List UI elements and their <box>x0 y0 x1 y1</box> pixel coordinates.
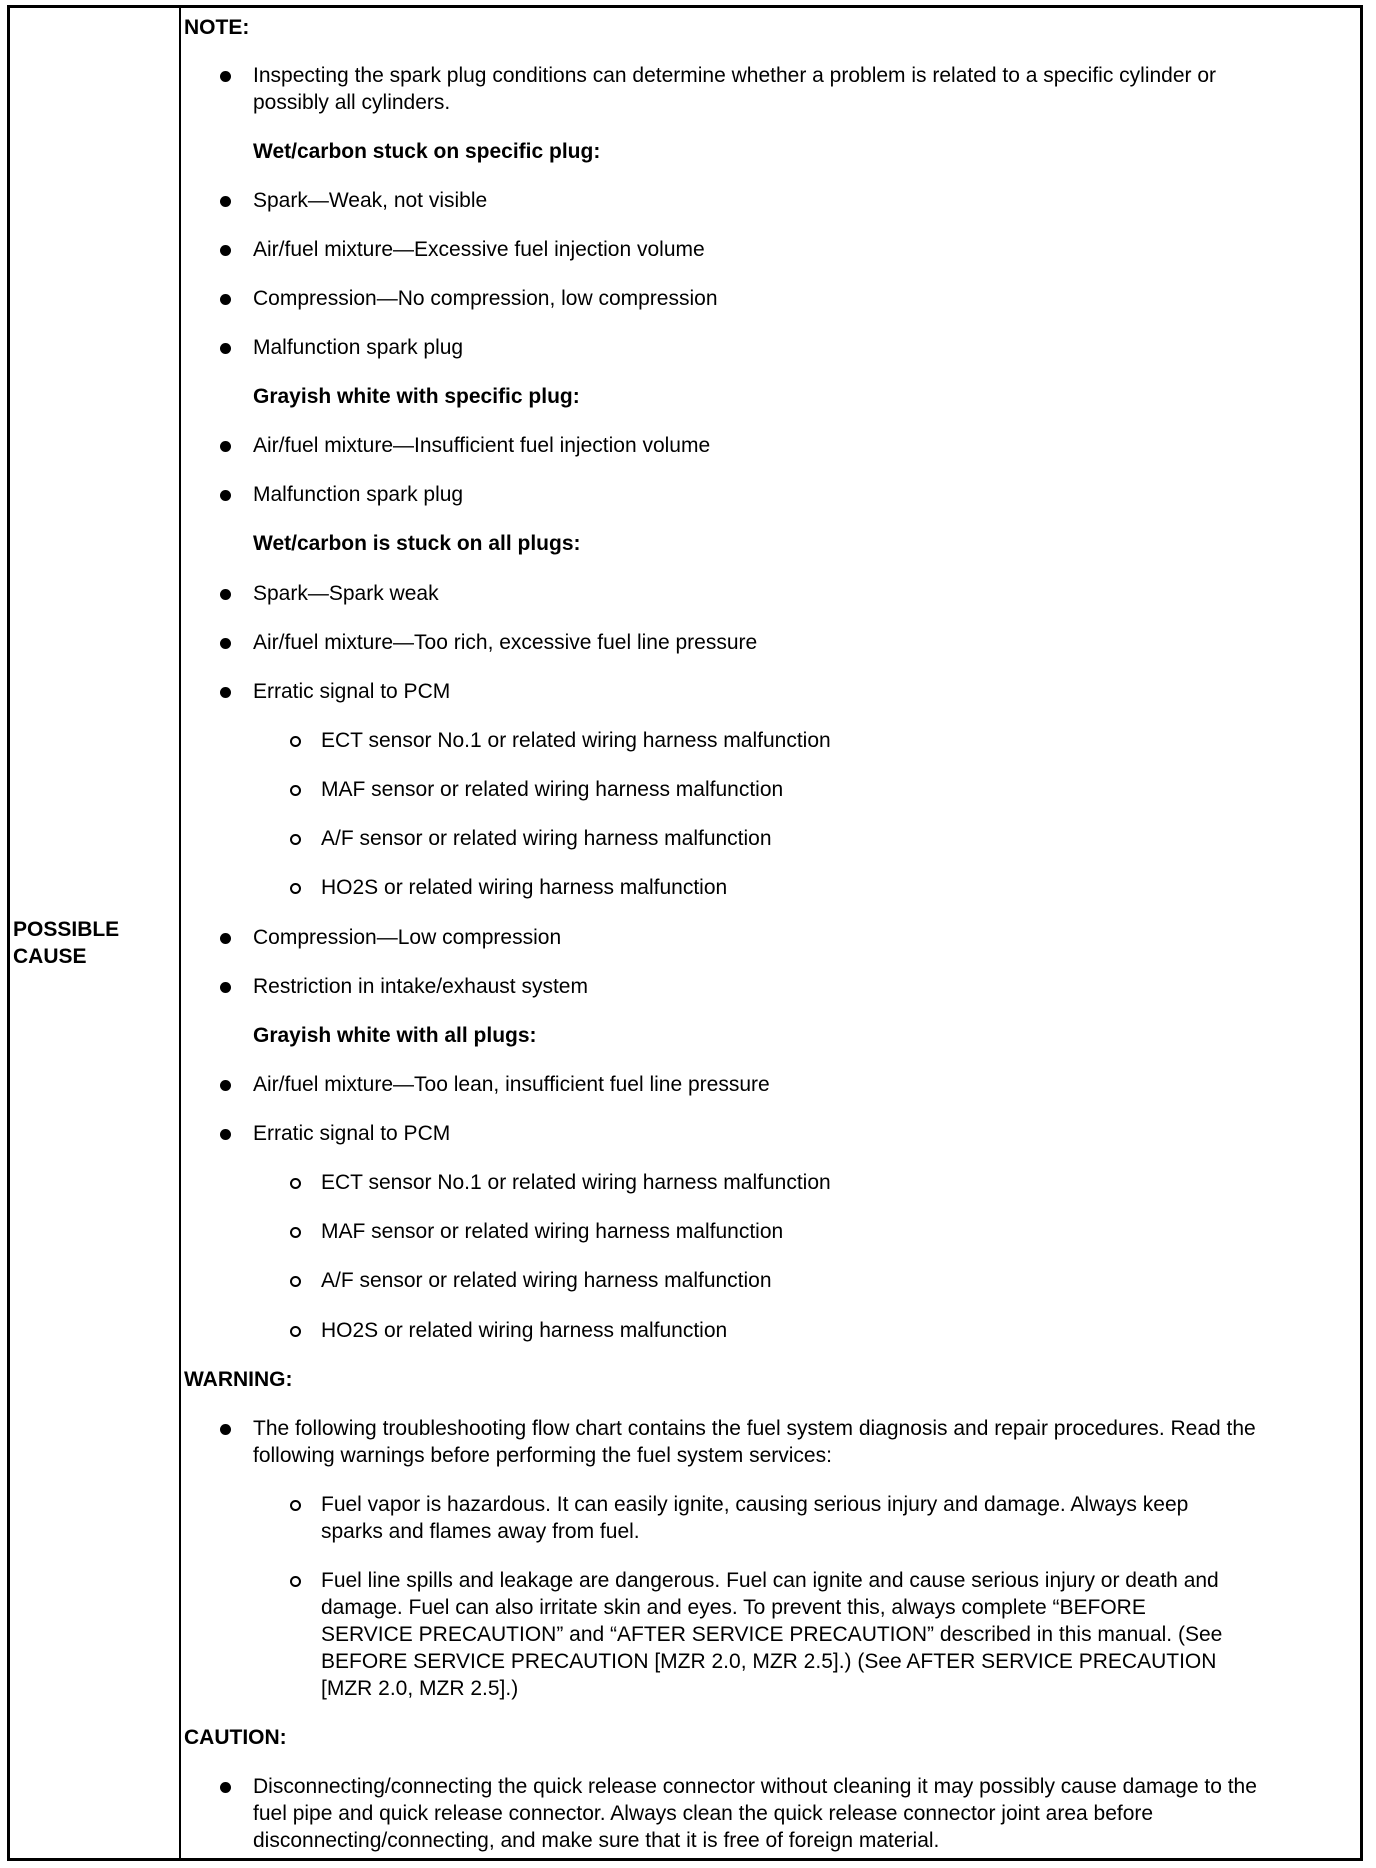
section-heading <box>184 1724 287 1751</box>
column-divider <box>179 8 181 1858</box>
subheading <box>253 138 600 165</box>
text-line: [MZR 2.0, MZR 2.5].) <box>321 1677 519 1700</box>
bullet-item <box>253 973 588 1000</box>
subheading <box>253 1022 537 1049</box>
subheading <box>253 383 580 410</box>
row-label-line: CAUSE <box>13 945 87 968</box>
text-line: HO2S or related wiring harness malfunction <box>321 1319 728 1342</box>
sub-bullet-item <box>321 1317 727 1344</box>
text-line: MAF sensor or related wiring harness malfunction <box>321 1220 784 1243</box>
text-line: Air/fuel mixture—Insufficient fuel injection volume <box>253 434 711 457</box>
text-line: Malfunction spark plug <box>253 336 464 359</box>
sub-bullet-item <box>321 776 783 803</box>
sub-bullet-item <box>321 1567 1222 1702</box>
text-line: A/F sensor or related wiring harness malfunction <box>321 1269 772 1292</box>
text-line: Compression—No compression, low compression <box>253 287 718 310</box>
text-line: Wet/carbon stuck on specific plug: <box>253 140 601 163</box>
text-line: Grayish white with specific plug: <box>253 385 580 408</box>
text-line: Disconnecting/connecting the quick release connector without cleaning it may possibly cause damage to the <box>253 1775 1257 1798</box>
text-line: Air/fuel mixture—Too rich, excessive fuel line pressure <box>253 631 758 654</box>
text-line: BEFORE SERVICE PRECAUTION [MZR 2.0, MZR 2.5].) (See AFTER SERVICE PRECAUTION <box>321 1650 1217 1673</box>
text-line: Erratic signal to PCM <box>253 1122 451 1145</box>
bullet-item <box>253 1773 1257 1854</box>
bullet-item <box>253 1120 450 1147</box>
possible-cause-table <box>7 5 1363 1861</box>
sub-bullet-item <box>321 1169 831 1196</box>
bullet-item <box>253 187 487 214</box>
bullet-item <box>253 285 718 312</box>
row-label <box>13 916 119 970</box>
text-line: Fuel line spills and leakage are dangerous. Fuel can ignite and cause serious injury or death and <box>321 1569 1219 1592</box>
text-line: NOTE: <box>184 16 250 39</box>
sub-bullet-item <box>321 825 772 852</box>
text-line: MAF sensor or related wiring harness malfunction <box>321 778 784 801</box>
bullet-item <box>253 1071 770 1098</box>
bullet-item <box>253 62 1216 116</box>
text-line: sparks and flames away from fuel. <box>321 1520 640 1543</box>
row-label-line: POSSIBLE <box>13 918 120 941</box>
text-line: Restriction in intake/exhaust system <box>253 975 588 998</box>
text-line: ECT sensor No.1 or related wiring harness malfunction <box>321 729 831 752</box>
section-heading <box>184 1366 293 1393</box>
sub-bullet-item <box>321 1218 783 1245</box>
sub-bullet-item <box>321 874 727 901</box>
text-line: possibly all cylinders. <box>253 91 451 114</box>
subheading <box>253 530 581 557</box>
text-line: Inspecting the spark plug conditions can determine whether a problem is related to a specific cylinder or <box>253 64 1217 87</box>
text-line: damage. Fuel can also irritate skin and eyes. To prevent this, always complete “BEFORE <box>321 1596 1146 1619</box>
bullet-item <box>253 334 463 361</box>
text-line: Spark—Spark weak <box>253 582 439 605</box>
text-line: Grayish white with all plugs: <box>253 1024 537 1047</box>
text-line: Wet/carbon is stuck on all plugs: <box>253 532 581 555</box>
section-heading <box>184 14 249 41</box>
text-line: following warnings before performing the fuel system services: <box>253 1444 832 1467</box>
text-line: SERVICE PRECAUTION” and “AFTER SERVICE PRECAUTION” described in this manual. (See <box>321 1623 1223 1646</box>
text-line: HO2S or related wiring harness malfunction <box>321 876 728 899</box>
bullet-item <box>253 580 439 607</box>
bullet-item <box>253 432 710 459</box>
text-line: Fuel vapor is hazardous. It can easily ignite, causing serious injury and damage. Always keep <box>321 1493 1189 1516</box>
sub-bullet-item <box>321 1267 772 1294</box>
text-line: fuel pipe and quick release connector. Always clean the quick release connector joint area before <box>253 1802 1154 1825</box>
bullet-item <box>253 1415 1256 1469</box>
bullet-item <box>253 481 463 508</box>
text-line: The following troubleshooting flow chart contains the fuel system diagnosis and repair procedures. Read the <box>253 1417 1256 1440</box>
bullet-item <box>253 236 705 263</box>
text-line: Compression—Low compression <box>253 926 562 949</box>
bullet-item <box>253 629 757 656</box>
text-line: WARNING: <box>184 1368 293 1391</box>
text-line: Malfunction spark plug <box>253 483 464 506</box>
text-line: Air/fuel mixture—Too lean, insufficient fuel line pressure <box>253 1073 770 1096</box>
bullet-item <box>253 924 561 951</box>
text-line: Spark—Weak, not visible <box>253 189 488 212</box>
text-line: CAUTION: <box>184 1726 287 1749</box>
sub-bullet-item <box>321 1491 1188 1545</box>
text-line: Erratic signal to PCM <box>253 680 451 703</box>
text-line: A/F sensor or related wiring harness malfunction <box>321 827 772 850</box>
text-line: disconnecting/connecting, and make sure that it is free of foreign material. <box>253 1829 940 1852</box>
sub-bullet-item <box>321 727 831 754</box>
text-line: Air/fuel mixture—Excessive fuel injection volume <box>253 238 705 261</box>
text-line: ECT sensor No.1 or related wiring harness malfunction <box>321 1171 831 1194</box>
bullet-item <box>253 678 450 705</box>
